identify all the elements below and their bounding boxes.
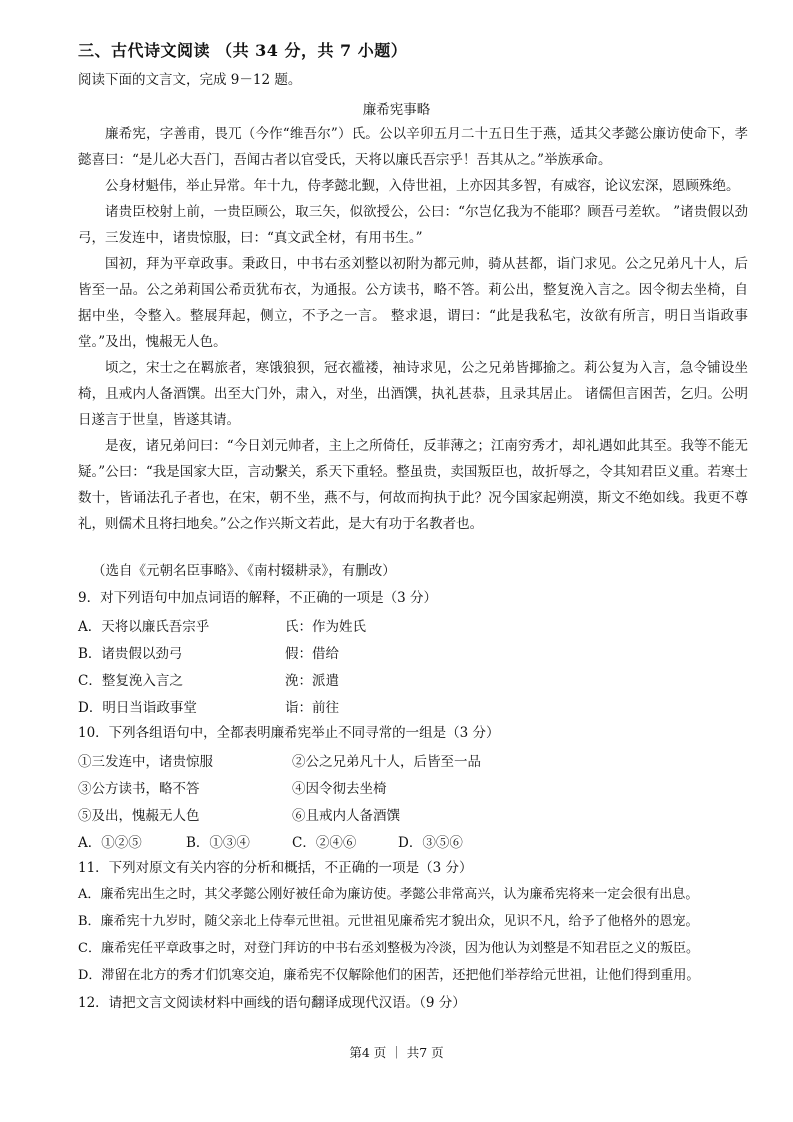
paragraph-2: 公身材魁伟，举止异常。年十九，侍孝懿北觐，入侍世祖，上亦因其多智，有威容，论议宏深，恩顾殊绝。 xyxy=(105,178,740,194)
q9-option-b-gloss: 假：借给 xyxy=(285,646,339,662)
passage-source: （选自《元朝名臣事略》、《南村辍耕录》，有删改） xyxy=(92,563,396,579)
q9-option-c-gloss: 浼：派遣 xyxy=(285,673,339,689)
q9-option-d-gloss: 诣：前往 xyxy=(285,700,339,716)
q10-choice-d: D．③⑤⑥ xyxy=(398,835,463,851)
q10-stem: 10．下列各组语句中，全都表明廉希宪举止不同寻常的一组是（3 分） xyxy=(78,725,500,741)
q10-item-1: ①三发连中，诸贵惊服 xyxy=(78,754,213,770)
q10-choice-b: B．①③④ xyxy=(186,835,250,851)
paragraph-4: 国初，拜为平章政事。秉政日，中书右丞刘整以初附为都元帅，骑从甚都，诣门求见。公之兄弟凡十人，后皆至一品。公之弟莉国公希贡犹布衣，为通报。公方读书，略不答。莉公出，整复浼入言之。因令彻去坐椅，自据中坐，令整入。整展拜起，侧立，不予之一言。 整求退，谓曰：“此是我私宅，汝欲有所言，明日当诣政事堂。”及出，愧赧无人色。 xyxy=(78,256,748,350)
q10-item-3: ③公方读书，略不答 xyxy=(78,781,200,797)
q11-option-d: D．滞留在北方的秀才们饥寒交迫，廉希宪不仅解除他们的困苦，还把他们举荐给元世祖，让他们得到重用。 xyxy=(78,968,700,983)
paragraph-1: 廉希宪，字善甫，畏兀（今作“维吾尔”）氏。公以辛卯五月二十五日生于燕，适其父孝懿公廉访使命下，孝懿喜曰：“是儿必大吾门，吾闻古者以官受氏，天将以廉氏吾宗乎！吾其从之。”举族承命。 xyxy=(78,126,748,168)
q10-item-2: ②公之兄弟凡十人，后皆至一品 xyxy=(292,754,481,770)
q9-stem: 9．对下列语句中加点词语的解释，不正确的一项是（3 分） xyxy=(78,590,437,606)
page-footer: 第4 页 ｜ 共7 页 xyxy=(349,1045,444,1060)
passage-title: 廉希宪事略 xyxy=(362,102,431,118)
q9-option-b: B．诸贵假以劲弓 xyxy=(78,646,183,662)
paragraph-6: 是夜，诸兄弟问曰：“今日刘元帅者，主上之所倚任，反菲薄之；江南穷秀才，却礼遇如此其至。我等不能无疑。”公曰：“我是国家大臣，言动繫关，系天下重轻。整虽贵，卖国叛臣也，故折辱之，令其知君臣义重。若寒士数十，皆诵法孔子者也，在宋，朝不坐，燕不与，何故而拘执于此？况今国家起朔漠，斯文不绝如线。我更不尊礼，则儒术且将扫地矣。”公之作兴斯文若此，是大有功于名教者也。 xyxy=(78,438,748,532)
q11-option-b: B．廉希宪十九岁时，随父亲北上侍奉元世祖。元世祖见廉希宪才貌出众，见识不凡，给予了他格外的恩宠。 xyxy=(78,914,699,929)
q9-option-c: C．整复浼入言之 xyxy=(78,673,183,689)
section-title: 三、古代诗文阅读 （共 34 分，共 7 小题） xyxy=(78,41,408,60)
paragraph-5: 顷之，宋士之在羁旅者，寒饿狼狈，冠衣褴褛，袖诗求见，公之兄弟皆揶揄之。莉公复为入言，急令铺设坐椅，且戒内人备酒馔。出至大门外，肃入，对坐，出酒馔，执礼甚恭，且录其居止。 诸儒但言困苦，乞归。公明日遂言于世皇，皆遂其请。 xyxy=(78,360,748,428)
q11-option-a: A．廉希宪出生之时，其父孝懿公刚好被任命为廉访使。孝懿公非常高兴，认为廉希宪将来一定会很有出息。 xyxy=(78,887,699,902)
q10-item-4: ④因令彻去坐椅 xyxy=(292,781,387,797)
q11-option-c: C．廉希宪任平章政事之时，对登门拜访的中书右丞刘整极为冷淡，因为他认为刘整是不知君臣之义的叛臣。 xyxy=(78,941,699,956)
q10-item-6: ⑥且戒内人备酒馔 xyxy=(292,808,400,824)
passage-body xyxy=(78,121,748,537)
q11-stem: 11．下列对原文有关内容的分析和概括，不正确的一项是（3 分） xyxy=(78,860,473,876)
instruction: 阅读下面的文言文，完成 9－12 题。 xyxy=(78,72,302,88)
q12-stem: 12．请把文言文阅读材料中画线的语句翻译成现代汉语。（9 分） xyxy=(78,995,466,1011)
q10-item-5: ⑤及出，愧赧无人色 xyxy=(78,808,200,824)
paragraph-3: 诸贵臣校射上前，一贵臣顾公，取三矢，似欲授公，公曰：“尔岂亿我为不能耶？顾吾弓差软。 ”诸贵假以劲弓，三发连中，诸贵惊服，曰：“真文武全材，有用书生。” xyxy=(78,204,748,246)
q9-option-a-gloss: 氏：作为姓氏 xyxy=(285,619,366,635)
q9-option-d: D．明日当诣政事堂 xyxy=(78,700,197,716)
q9-option-a: A．天将以廉氏吾宗乎 xyxy=(78,619,210,635)
q10-choice-c: C．②④⑥ xyxy=(292,835,357,851)
q10-choice-a: A．①②⑤ xyxy=(78,835,142,851)
